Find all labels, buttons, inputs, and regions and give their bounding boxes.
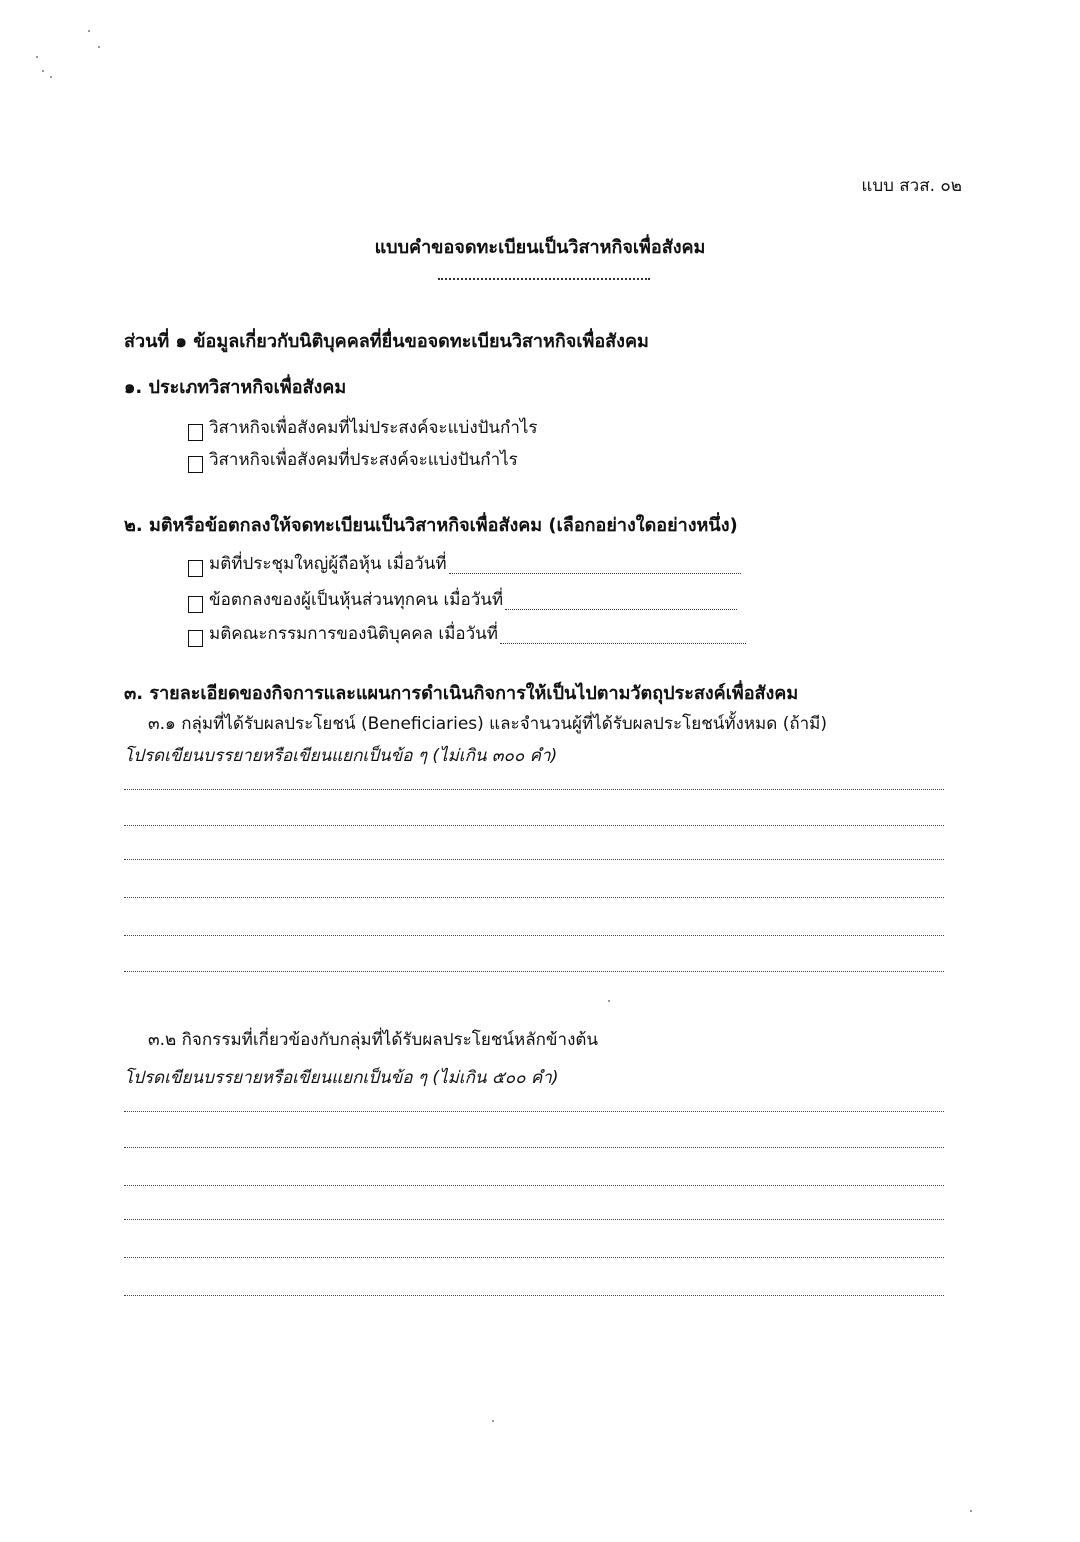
checkbox[interactable] (188, 596, 203, 613)
section1-option-nonprofit-sharing[interactable] (188, 414, 538, 441)
section2-option-board-resolution[interactable] (188, 620, 746, 647)
writing-line[interactable] (124, 896, 944, 898)
scan-speck (608, 1000, 610, 1002)
scan-speck (50, 76, 52, 78)
option-label: วิสาหกิจเพื่อสังคมที่ประสงค์จะแบ่งปันกำไร (209, 450, 518, 470)
section2-option-partner-agreement[interactable] (188, 586, 737, 613)
section3-heading: ๓. รายละเอียดของกิจการและแผนการดำเนินกิจการให้เป็นไปตามวัตถุประสงค์เพื่อสังคม (124, 683, 799, 704)
date-fill-line[interactable] (500, 642, 746, 644)
date-fill-line[interactable] (449, 572, 741, 574)
checkbox[interactable] (188, 630, 203, 647)
part1-heading: ส่วนที่ ๑ ข้อมูลเกี่ยวกับนิติบุคคลที่ยื่นขอจดทะเบียนวิสาหกิจเพื่อสังคม (124, 331, 649, 352)
writing-line[interactable] (124, 1110, 944, 1112)
section3-2-heading: ๓.๒ กิจกรรมที่เกี่ยวข้องกับกลุ่มที่ได้รับผลประโยชน์หลักข้างต้น (148, 1030, 599, 1050)
section3-1-heading: ๓.๑ กลุ่มที่ได้รับผลประโยชน์ (Beneficiaries) และจำนวนผู้ที่ได้รับผลประโยชน์ทั้งหมด (ถ้ามี) (148, 714, 828, 734)
writing-line[interactable] (124, 824, 944, 826)
writing-line[interactable] (124, 1184, 944, 1186)
section1-heading: ๑. ประเภทวิสาหกิจเพื่อสังคม (124, 377, 347, 398)
option-label: วิสาหกิจเพื่อสังคมที่ไม่ประสงค์จะแบ่งปันกำไร (209, 418, 538, 438)
checkbox[interactable] (188, 424, 203, 441)
option-label: มติที่ประชุมใหญ่ผู้ถือหุ้น เมื่อวันที่ (209, 554, 447, 574)
scan-speck (970, 1510, 972, 1512)
section1-option-profit-sharing[interactable] (188, 446, 518, 473)
scan-speck (492, 1420, 494, 1422)
scan-speck (98, 46, 100, 48)
form-code: แบบ สวส. ๐๒ (861, 176, 962, 196)
writing-line[interactable] (124, 970, 944, 972)
document-title: แบบคำขอจดทะเบียนเป็นวิสาหกิจเพื่อสังคม (374, 237, 706, 258)
writing-line[interactable] (124, 1218, 944, 1220)
writing-line[interactable] (124, 1294, 944, 1296)
writing-line[interactable] (124, 1256, 944, 1258)
writing-line[interactable] (124, 858, 944, 860)
title-underline (438, 266, 650, 280)
writing-line[interactable] (124, 934, 944, 936)
checkbox[interactable] (188, 560, 203, 577)
section2-heading: ๒. มติหรือข้อตกลงให้จดทะเบียนเป็นวิสาหกิจเพื่อสังคม (เลือกอย่างใดอย่างหนึ่ง) (124, 515, 738, 536)
checkbox[interactable] (188, 456, 203, 473)
scan-speck (36, 56, 38, 58)
section3-1-instruction: โปรดเขียนบรรยายหรือเขียนแยกเป็นข้อ ๆ (ไม่เกิน ๓๐๐ คำ) (124, 746, 558, 766)
scan-speck (42, 70, 44, 72)
scan-speck (88, 30, 90, 32)
writing-line[interactable] (124, 1146, 944, 1148)
section2-option-shareholder-resolution[interactable] (188, 550, 741, 577)
option-label: มติคณะกรรมการของนิติบุคคล เมื่อวันที่ (209, 624, 498, 644)
date-fill-line[interactable] (505, 608, 737, 610)
option-label: ข้อตกลงของผู้เป็นหุ้นส่วนทุกคน เมื่อวันที่ (209, 590, 504, 610)
section3-2-instruction: โปรดเขียนบรรยายหรือเขียนแยกเป็นข้อ ๆ (ไม่เกิน ๕๐๐ คำ) (124, 1068, 559, 1088)
writing-line[interactable] (124, 788, 944, 790)
